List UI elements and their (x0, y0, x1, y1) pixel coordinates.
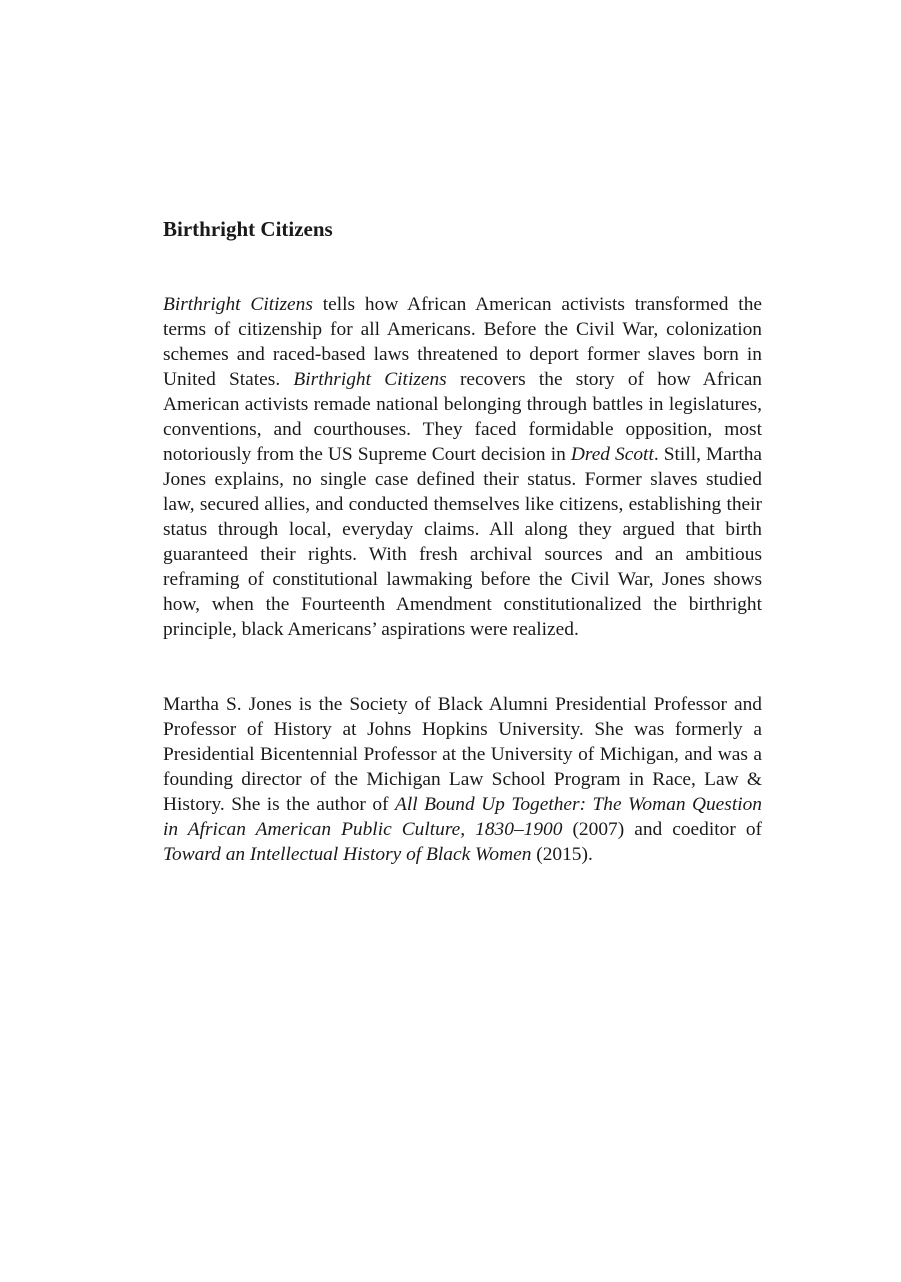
description-segment: tells how African American activists transformed the terms of citizenship for all Americans. Before the Civil War, colonization schemes and raced-based laws threatened to deport former slaves born in United States. (163, 294, 762, 390)
book-description (163, 292, 762, 642)
description-segment: Dred Scott (570, 444, 654, 465)
bio-segment: Toward an Intellectual History of Black Women (163, 844, 532, 865)
page-title: Birthright Citizens (163, 217, 333, 241)
description-segment: Birthright Citizens (163, 294, 313, 315)
bio-segment: All Bound Up Together: The Woman Question in African American Public Culture, 1830–1900 (163, 794, 762, 840)
description-segment: Birthright Citizens (293, 369, 447, 390)
author-bio (163, 692, 762, 867)
bio-segment: (2007) and coeditor of (562, 819, 762, 840)
description-segment: recovers the story of how African American activists remade national belonging through battles in legislatures, conventions, and courthouses. They faced formidable opposition, most notoriously from the US Supreme Court decision in (163, 369, 762, 465)
bio-segment: Martha S. Jones is the Society of Black Alumni Presidential Professor and Professor of History at Johns Hopkins University. She was formerly a Presidential Bicentennial Professor at the University of Michigan, and was a founding director of the Michigan Law School Program in Race, Law & History. She is the author of (163, 694, 762, 815)
description-segment: . Still, Martha Jones explains, no single case defined their status. Former slaves studied law, secured allies, and conducted themselves like citizens, establishing their status through local, everyday claims. All along they argued that birth guaranteed their rights. With fresh archival sources and an ambitious reframing of constitutional lawmaking before the Civil War, Jones shows how, when the Fourteenth Amendment constitutionalized the birthright principle, black Americans’ aspirations were realized. (163, 444, 763, 640)
bio-segment: (2015). (531, 844, 593, 865)
